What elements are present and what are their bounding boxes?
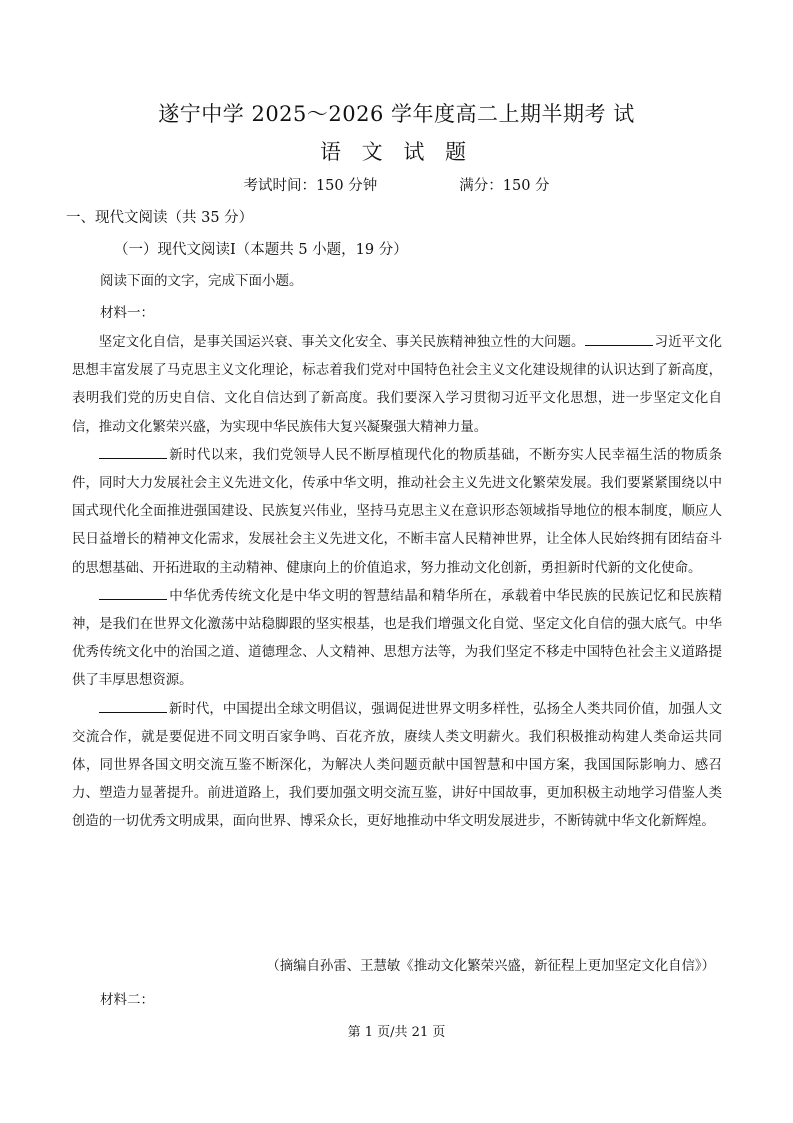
material-1-label: 材料一： bbox=[100, 305, 154, 321]
material-1-source: （摘编自孙雷、王慧敏《推动文化繁荣兴盛，新征程上更加坚定文化自信》） bbox=[266, 959, 715, 974]
paragraph-2 bbox=[72, 442, 722, 583]
fill-blank bbox=[99, 585, 167, 600]
fill-blank bbox=[99, 698, 167, 713]
subsection-heading: （一）现代文阅读Ⅰ（本题共 5 小题，19 分） bbox=[114, 242, 408, 258]
paragraph-3-text: 中华优秀传统文化是中华文明的智慧结晶和精华所在，承载着中华民族的民族记忆和民族精神，是我们在世界文化激荡中站稳脚跟的坚实根基，也是我们增强文化自觉、坚定文化自信的强大底气。中华优秀传统文化中的治国之道、道德理念、人文精神、思想方法等，为我们坚定不移走中国特色社会主义道路提供了丰厚思想资源。 bbox=[72, 588, 722, 689]
full-score: 满分：150 分 bbox=[459, 178, 550, 194]
fill-blank bbox=[585, 331, 653, 346]
paragraph-1 bbox=[72, 329, 722, 442]
paragraph-2-text: 新时代以来，我们党领导人民不断厚植现代化的物质基础，不断夯实人民幸福生活的物质条件，同时大力发展社会主义先进文化，传承中华文明，推动社会主义先进文化繁荣发展。我们要紧紧围绕以中国式现代化全面推进强国建设、民族复兴伟业，坚持马克思主义在意识形态领域指导地位的根本制度，顺应人民日益增长的精神文化需求，发展社会主义先进文化，不断丰富人民精神世界，让全体人民始终拥有团结奋斗的思想基础、开拓进取的主动精神、健康向上的价值追求，努力推动文化创新，勇担新时代新的文化使命。 bbox=[72, 447, 722, 576]
page-number: 第 1 页/共 21 页 bbox=[347, 1025, 446, 1040]
paragraph-4 bbox=[72, 696, 722, 837]
reading-instruction: 阅读下面的文字，完成下面小题。 bbox=[100, 273, 303, 289]
exam-subject-title: 语 文 试 题 bbox=[319, 140, 474, 164]
material-2-label: 材料二： bbox=[100, 992, 154, 1008]
section-heading: 一、现代文阅读（共 35 分） bbox=[66, 210, 254, 226]
paragraph-1-text-after: 习近平文化思想丰富发展了马克思主义文化理论，标志着我们党对中国特色社会主义文化建设规律的认识达到了新高度，表明我们党的历史自信、文化自信达到了新高度。我们要深入学习贯彻习近平文化思想，进一步坚定文化自信，推动文化繁荣兴盛，为实现中华民族伟大复兴凝聚强大精神力量。 bbox=[72, 335, 723, 435]
material-1-body bbox=[72, 329, 722, 837]
paragraph-3 bbox=[72, 583, 722, 696]
exam-meta bbox=[0, 176, 793, 196]
fill-blank bbox=[99, 444, 167, 459]
paragraph-1-text: 坚定文化自信，是事关国运兴衰、事关文化安全、事关民族精神独立性的大问题。 bbox=[98, 335, 585, 350]
paragraph-4-text: 新时代，中国提出全球文明倡议，强调促进世界文明多样性，弘扬全人类共同价值，加强人文交流合作，就是要促进不同文明百家争鸣、百花齐放，赓续人类文明薪火。我们积极推动构建人类命运共同体，同世界各国文明交流互鉴不断深化，为解决人类问题贡献中国智慧和中国方案，我国国际影响力、感召力、塑造力显著提升。前进道路上，我们要加强文明交流互鉴，讲好中国故事，更加积极主动地学习借鉴人类创造的一切优秀文明成果，面向世界、博采众长，更好地推动中华文明发展进步，不断铸就中华文化新辉煌。 bbox=[72, 701, 722, 830]
exam-title: 遂宁中学 2025～2026 学年度高二上期半期考 试 bbox=[158, 102, 635, 126]
exam-time: 考试时间：150 分钟 bbox=[243, 178, 378, 194]
